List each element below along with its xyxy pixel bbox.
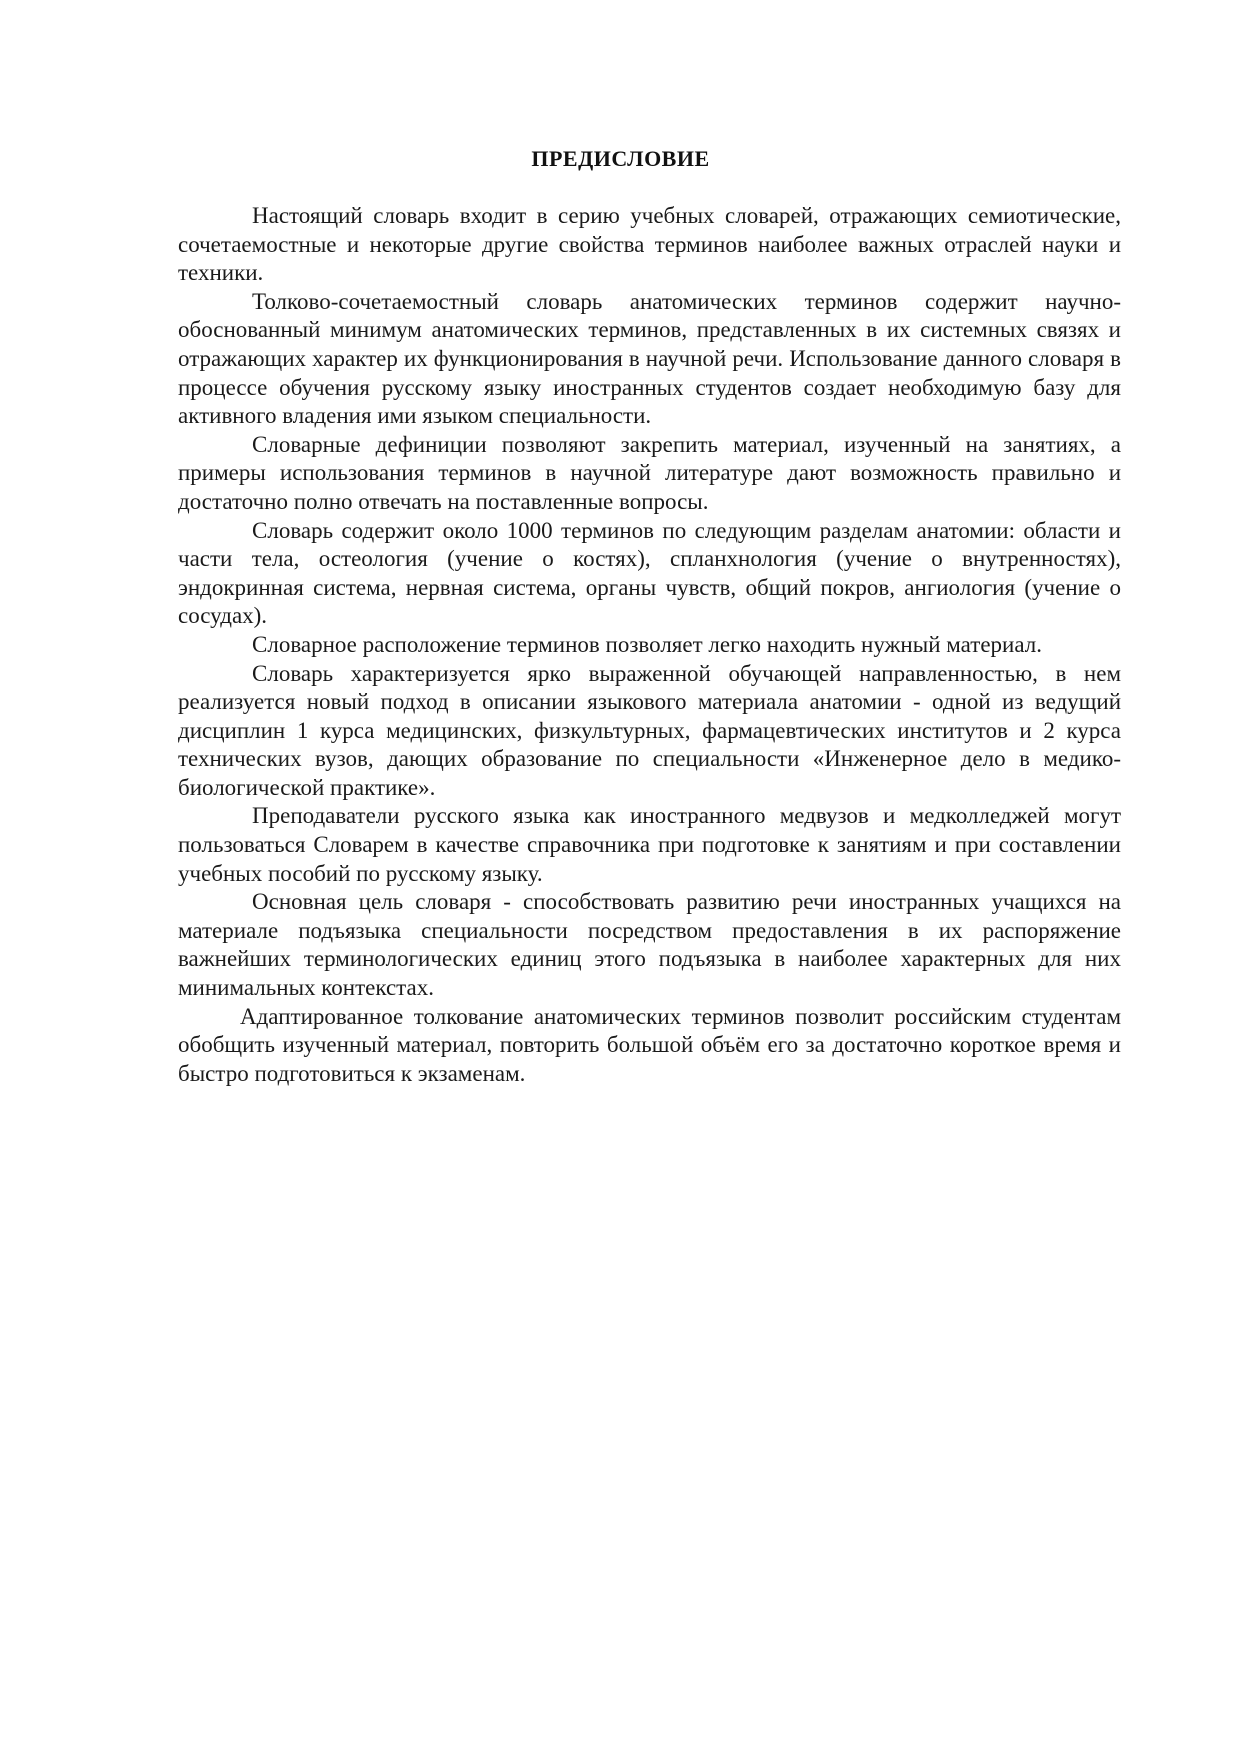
paragraph-2: Толково-сочетаемостный словарь анатомических терминов содержит научно-обоснованный минимум анатомических терминов, представленных в их системных связях и отражающих характер их функционирования в научной речи. Использование данного словаря в процессе обучения русскому языку иностранных студентов создает необходимую базу для активного владения ими языком специальности.: [178, 288, 1121, 429]
paragraph-4: Словарь содержит около 1000 терминов по следующим разделам анатомии: области и части тела, остеология (учение о костях), спланхнология (учение о внутренностях), эндокринная система, нервная система, органы чувств, общий покров, ангиология (учение о сосудах).: [178, 517, 1121, 629]
paragraph-8: Основная цель словаря - способствовать развитию речи иностранных учащихся на материале подъязыка специальности посредством предоставления в их распоряжение важнейших терминологических единиц этого подъязыка в наиболее характерных для них минимальных контекстах.: [178, 889, 1121, 1001]
paragraph-1: Настоящий словарь входит в серию учебных словарей, отражающих семиотические, сочетаемостные и некоторые другие свойства терминов наиболее важных отраслей науки и техники.: [178, 203, 1121, 286]
page-title: ПРЕДИСЛОВИЕ: [531, 146, 710, 171]
preface-body: [178, 202, 1121, 1088]
paragraph-9: Адаптированное толкование анатомических терминов позволит российским студентам обобщить изученный материал, повторить большой объём его за достаточно короткое время и быстро подготовиться к экзаменам.: [178, 1003, 1121, 1086]
paragraph-5: Словарное расположение терминов позволяет легко находить нужный материал.: [252, 631, 1042, 657]
paragraph-3: Словарные дефиниции позволяют закрепить материал, изученный на занятиях, а примеры использования терминов в научной литературе дают возможность правильно и достаточно полно отвечать на поставленные вопросы.: [178, 431, 1121, 514]
paragraph-7: Преподаватели русского языка как иностранного медвузов и медколледжей могут пользоваться Словарем в качестве справочника при подготовке к занятиям и при составлении учебных пособий по русскому языку.: [178, 803, 1121, 886]
paragraph-6: Словарь характеризуется ярко выраженной обучающей направленностью, в нем реализуется новый подход в описании языкового материала анатомии - одной из ведущий дисциплин 1 курса медицинских, физкультурных, фармацевтических институтов и 2 курса технических вузов, дающих образование по специальности «Инженерное дело в медико-биологической практике».: [178, 660, 1121, 800]
